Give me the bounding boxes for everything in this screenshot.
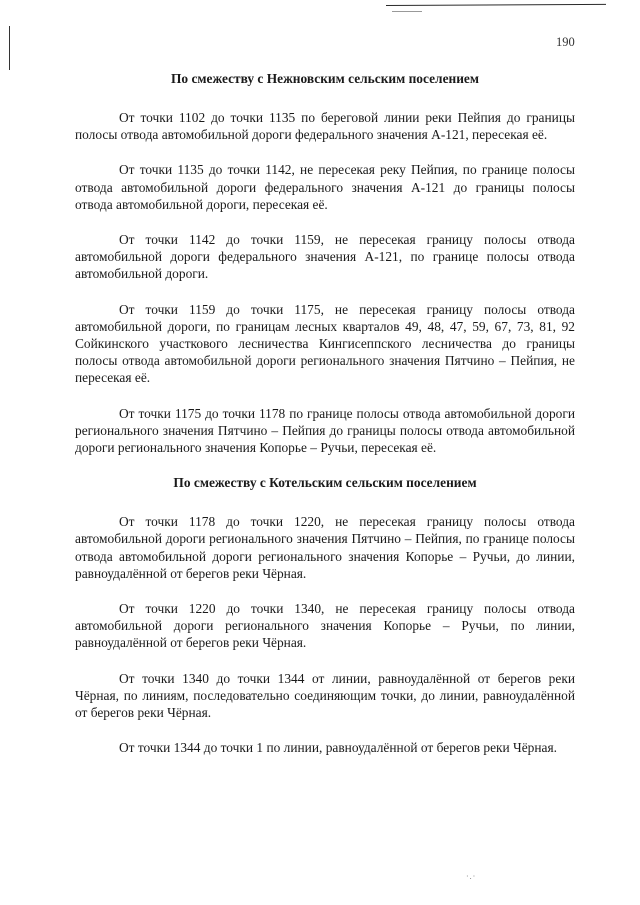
document-body xyxy=(75,70,575,774)
scan-artifact-line xyxy=(386,4,606,6)
page-number: 190 xyxy=(556,35,575,49)
paragraph: От точки 1135 до точки 1142, не пересекая реку Пейпия, по границе полосы отвода автомобильной дороги федерального значения А-121 до границы полосы отвода автомобильной дороги, пересекая её. xyxy=(75,162,575,212)
section-nezhnovskoe xyxy=(75,70,575,456)
paragraph: От точки 1102 до точки 1135 по береговой линии реки Пейпия до границы полосы отвода автомобильной дороги федерального значения А-121, пересекая её. xyxy=(75,110,575,143)
paragraph: От точки 1159 до точки 1175, не пересекая границу полосы отвода автомобильной дороги, по границам лесных кварталов 49, 48, 47, 59, 67, 73, 81, 92 Сойкинского участкового лесничества Кингисеппского лесничества до границы полосы отвода автомобильной дороги регионального значения Пятчино – Пейпия, не пересекая её. xyxy=(75,301,575,386)
section-kotelskoe xyxy=(75,474,575,756)
scan-artifact-dots: ·.· xyxy=(466,872,477,881)
scan-artifact-line xyxy=(392,11,422,12)
paragraph: От точки 1142 до точки 1159, не пересекая границу полосы отвода автомобильной дороги федерального значения А-121, по границе полосы отвода автомобильной дороги. xyxy=(75,232,575,282)
paragraph: От точки 1340 до точки 1344 от линии, равноудалённой от берегов реки Чёрная, по линиям, последовательно соединяющим точки, до линии, равноудалённой от берегов реки Чёрная. xyxy=(75,670,575,721)
scan-artifact-line xyxy=(9,26,10,70)
paragraph: От точки 1344 до точки 1 по линии, равноудалённой от берегов реки Чёрная. xyxy=(119,740,557,756)
section-heading: По смежеству с Нежновским сельским поселением xyxy=(170,71,480,86)
paragraph: От точки 1178 до точки 1220, не пересекая границу полосы отвода автомобильной дороги регионального значения Пятчино – Пейпия, по границе полосы отвода автомобильной дороги регионального значения Копорье – Ручьи, до линии, равноудалённой от берегов реки Чёрная. xyxy=(75,514,575,581)
paragraph: От точки 1175 до точки 1178 по границе полосы отвода автомобильной дороги регионального значения Пятчино – Пейпия до границы полосы отвода автомобильной дороги регионального значения Копорье – Ручьи, пересекая её. xyxy=(75,405,575,456)
paragraph: От точки 1220 до точки 1340, не пересекая границу полосы отвода автомобильной дороги регионального значения Копорье – Ручьи, по линии, равноудалённой от берегов реки Чёрная. xyxy=(75,601,575,651)
section-heading: По смежеству с Котельским сельским поселением xyxy=(173,475,477,491)
